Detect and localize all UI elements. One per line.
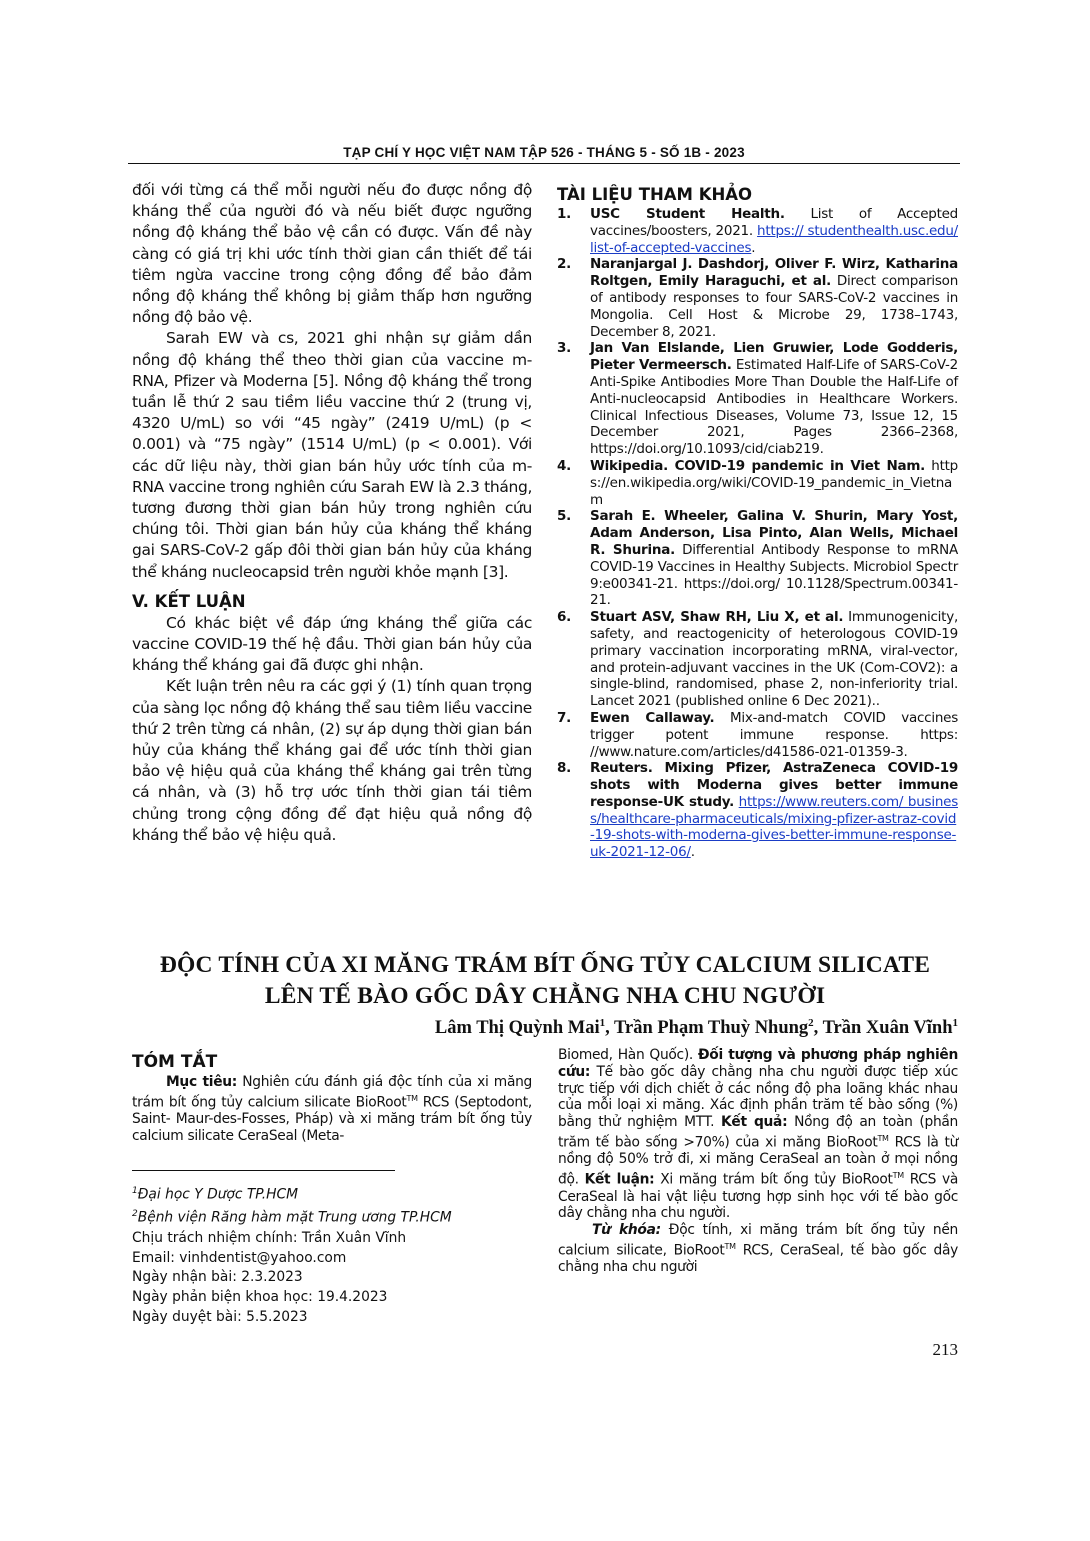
reference-text: Immunogenicity, safety, and reactogenicity of heterologous COVID-19 primary vaccination incorporating mRNA, viral-vector, and protein-adjuvant vaccines in the UK (Com-COV2): a single-blind, randomised, phase 2, non-inferiority trial. Lancet 2021 (published online 6 Dec 2021)..	[590, 609, 958, 710]
affiliation-2	[132, 1205, 532, 1228]
keywords-text: Độc tính, xi măng trám bít ống tủy nền calcium silicate, BioRoot	[558, 1222, 958, 1259]
reference-tail: .	[690, 844, 695, 861]
reference-number: 7.	[557, 709, 572, 726]
reference-authors: Ewen Callaway.	[590, 709, 715, 726]
author-affiliation: 1	[599, 1017, 606, 1029]
reference-link[interactable]: https://www.reuters.com/ business/healthcare-pharmaceuticals/mixing-pfizer-astraz-covid-19-shots-with-moderna-gives-better-immune-response-uk-2021-12-06/	[590, 793, 958, 861]
trademark-mark: TM	[877, 1133, 889, 1143]
affiliation-number: 2	[132, 1209, 138, 1220]
reference-link[interactable]: https:// studenthealth.usc.edu/list-of-accepted-vaccines	[590, 222, 958, 256]
author-list	[435, 1017, 958, 1039]
reference-authors: Reuters. Mixing Pfizer, AstraZeneca COVID-19 shots with Moderna gives better immune response-UK study.	[590, 760, 958, 810]
methods-text: Tế bào gốc dây chằng nha chu người được tiếp xúc trực tiếp với dịch chiết ở các nồng độ pha loãng khác nhau của mỗi loại xi măng. Xác định phần trăm tế bào sống (%) bằng thử nghiệm MTT.	[558, 1063, 958, 1131]
trademark-mark: TM	[724, 1241, 736, 1251]
reviewed-date: Ngày phản biện khoa học: 19.4.2023	[132, 1289, 388, 1306]
abstract-heading: TÓM TẮT	[132, 1052, 218, 1072]
results-label: Kết quả:	[721, 1114, 788, 1131]
received-date: Ngày nhận bài: 2.3.2023	[132, 1269, 303, 1286]
author-affiliation: 2	[808, 1017, 814, 1029]
paragraph-conclusion-2: Kết luận trên nêu ra các gợi ý (1) tính quan trọng của sàng lọc nồng độ kháng thể sau tiêm liều vaccine thứ 2 trên từng cá nhân, (2) sự áp dụng thời gian bán hủy của kháng thể kháng gai để ước tính thời gian bảo vệ hiệu quả của kháng thể kháng gai trên từng cá nhân, và (3) hỗ trợ ước tính thời gian tái tiêm chủng trong cộng đồng để đạt hiệu quả nồng độ kháng thể bảo vệ hiệu quả.	[132, 677, 532, 844]
reference-authors: Sarah E. Wheeler, Galina V. Shurin, Mary Yost, Adam Anderson, Lisa Pinto, Alan Wells, Michael R. Shurina.	[590, 508, 958, 558]
abstract-text: Biomed, Hàn Quốc).	[558, 1047, 698, 1063]
abstract-right	[558, 1047, 958, 1276]
abstract-objective	[132, 1074, 532, 1145]
reference-text: Estimated Half-Life of SARS-CoV-2 Anti-Spike Antibodies More Than Double the Half-Life of Anti-nucleocapsid Antibodies in Healthcare Workers. Clinical Infectious Diseases, Volume 73, Issue 12, 15 December 2021, Pages 2366–2368, https://doi.org/10.1093/cid/ciab219.	[590, 357, 958, 458]
reference-number: 4.	[557, 457, 572, 474]
reference-number: 2.	[557, 256, 572, 273]
results-text-cont: RCS là từ nồng độ 50% trở đi, xi măng CeraSeal an toàn ở mọi nồng độ.	[558, 1134, 959, 1188]
reference-authors: USC Student Health.	[590, 206, 785, 222]
paragraph-conclusion-1: Có khác biệt về đáp ứng kháng thể giữa các vaccine COVID-19 thế hệ đầu. Thời gian bán hủy của kháng thể kháng gai đã được ghi nhận.	[132, 613, 532, 675]
author-affiliation: 1	[952, 1017, 958, 1029]
reference-item	[557, 760, 958, 861]
abstract-keywords	[558, 1222, 958, 1276]
trademark-mark: TM	[406, 1093, 418, 1103]
article-title-line-2: LÊN TẾ BÀO GỐC DÂY CHẰNG NHA CHU NGƯỜI	[264, 983, 826, 1009]
header-rule	[128, 163, 960, 164]
reference-number: 8.	[557, 760, 572, 777]
author-separator: ,	[813, 1018, 823, 1039]
page-number: 213	[932, 1340, 958, 1359]
objective-label: Mục tiêu:	[166, 1074, 238, 1090]
reference-text: Mix-and-match COVID vaccines trigger potent immune response. https: //www.nature.com/articles/d41586-021-01359-3.	[590, 709, 958, 760]
reference-item	[557, 206, 958, 256]
references-title: TÀI LIỆU THAM KHẢO	[557, 185, 753, 204]
keywords-text-cont: RCS, CeraSeal, tế bào gốc dây chằng nha chu người	[558, 1242, 958, 1276]
reference-item	[557, 609, 958, 710]
affiliation-text: Đại học Y Dược TP.HCM	[137, 1186, 298, 1203]
reference-item	[557, 710, 958, 760]
author-name: Trần Xuân Vĩnh	[822, 1018, 953, 1039]
conclusion-text-cont: RCS và CeraSeal là hai vật liệu tương hợp sinh học với tế bào gốc dây chằng nha chu người.	[558, 1171, 959, 1222]
section-heading-conclusion: V. KẾT LUẬN	[132, 591, 246, 611]
reference-authors: Naranjargal J. Dashdorj, Oliver F. Wirz, Katharina Roltgen, Emily Haraguchi, et al.	[590, 256, 958, 290]
responsible-author: Chịu trách nhiệm chính: Trần Xuân Vĩnh	[132, 1229, 407, 1246]
author-separator: ,	[605, 1018, 615, 1039]
reference-authors: Stuart ASV, Shaw RH, Liu X, et al.	[590, 609, 844, 626]
reference-text: https://en.wikipedia.org/wiki/COVID-19_pandemic_in_Vietnam	[590, 457, 958, 508]
contact-email[interactable]: Email: vinhdentist@yahoo.com	[132, 1249, 347, 1266]
reference-item	[557, 340, 958, 458]
methods-label: Đối tượng và phương pháp nghiên cứu:	[558, 1047, 958, 1080]
reference-number: 6.	[557, 609, 572, 626]
conclusion-label: Kết luận:	[584, 1171, 655, 1188]
reference-authors: Jan Van Elslande, Lien Gruwier, Lode Godderis, Pieter Vermeersch.	[590, 340, 958, 374]
paragraph-continued: đối với từng cá thể mỗi người nếu đo được nồng độ kháng thể của người đó và nếu biết được ngưỡng nồng độ kháng thể bảo vệ cần có được. Vấn đề này càng có giá trị khi ước tính thời gian cần thiết để tái tiêm ngừa vaccine trong cộng đồng để bảo đảm nồng độ kháng thể không bị giảm thấp hơn ngưỡng nồng độ bảo vệ.	[132, 181, 532, 327]
article-title-line-1: ĐỘC TÍNH CỦA XI MĂNG TRÁM BÍT ỐNG TỦY CALCIUM SILICATE	[159, 952, 931, 978]
reference-authors: Wikipedia. COVID-19 pandemic in Viet Nam.	[590, 457, 926, 474]
paragraph-sarah: Sarah EW và cs, 2021 ghi nhận sự giảm dần nồng độ kháng thể theo thời gian của vaccine m-RNA, Pfizer và Moderna [5]. Nồng độ kháng thể trong tuần lễ thứ 2 sau tiềm liều vaccine thứ 2 (trung vị, 4320 U/mL) so với “45 ngày” (2419 U/mL) (p < 0.001) và “75 ngày” (1514 U/mL) (p < 0.001). Với các dữ liệu này, thời gian bán hủy ước tính của m-RNA vaccine trong nghiên cứu Sarah EW là 2.3 tháng, tương đương thời gian bán hủy trong nghiên cứu chúng tôi. Thời gian bán hủy của kháng thể kháng gai SARS-CoV-2 gấp đôi thời gian bán hủy của kháng thể kháng nucleocapsid trên người khỏe mạnh [3].	[132, 329, 533, 581]
reference-item	[557, 256, 958, 340]
trademark-mark: TM	[892, 1171, 904, 1181]
approved-date: Ngày duyệt bài: 5.5.2023	[132, 1308, 308, 1325]
reference-text: Direct comparison of antibody responses to four SARS-CoV-2 vaccines in Mongolia. Cell Host & Microbe 29, 1738–1743, December 8, 2021.	[590, 273, 958, 340]
reference-text: Differential Antibody Response to mRNA COVID-19 Vaccines in Healthy Subjects. Microbiol Spectr 9:e00341-21. https://doi.org/ 10.1128/Spectrum.00341-21.	[590, 541, 958, 609]
footnote-rule	[132, 1170, 395, 1171]
left-column	[132, 180, 532, 846]
reference-item	[557, 508, 958, 609]
author-name: Lâm Thị Quỳnh Mai	[434, 1018, 600, 1039]
reference-number: 3.	[557, 340, 572, 357]
conclusion-text: Xi măng trám bít ống tủy BioRoot	[654, 1171, 893, 1188]
reference-tail: .	[751, 239, 756, 256]
abstract-body	[558, 1047, 958, 1222]
objective-text-cont: RCS (Septodont, Saint- Maur-des-Fosses, Pháp) và xi măng trám bít ống tủy calcium silicate CeraSeal (Meta-	[132, 1094, 532, 1144]
reference-number: 1.	[557, 206, 572, 222]
reference-text: List of Accepted vaccines/boosters, 2021.	[590, 206, 958, 239]
keywords-label: Từ khóa:	[592, 1222, 661, 1239]
abstract-left	[132, 1050, 532, 1145]
author-name: Trần Phạm Thuỳ Nhung	[614, 1018, 809, 1039]
reference-number: 5.	[557, 508, 572, 525]
objective-text: Nghiên cứu đánh giá độc tính của xi măng trám bít ống tủy calcium silicate BioRoot	[132, 1074, 532, 1111]
article-title	[120, 950, 970, 1012]
reference-item	[557, 458, 958, 508]
affiliation-1	[132, 1182, 532, 1205]
journal-header: TẠP CHÍ Y HỌC VIỆT NAM TẬP 526 - THÁNG 5 - SỐ 1B - 2023	[343, 145, 745, 160]
affiliation-number: 1	[132, 1186, 138, 1196]
results-text: Nồng độ an toàn (phần trăm tế bào sống >70%) của xi măng BioRoot	[558, 1114, 958, 1151]
affiliation-text: Bệnh viện Răng hàm mặt Trung ương TP.HCM	[137, 1209, 452, 1226]
references-column	[557, 184, 958, 861]
footnotes	[132, 1182, 532, 1328]
